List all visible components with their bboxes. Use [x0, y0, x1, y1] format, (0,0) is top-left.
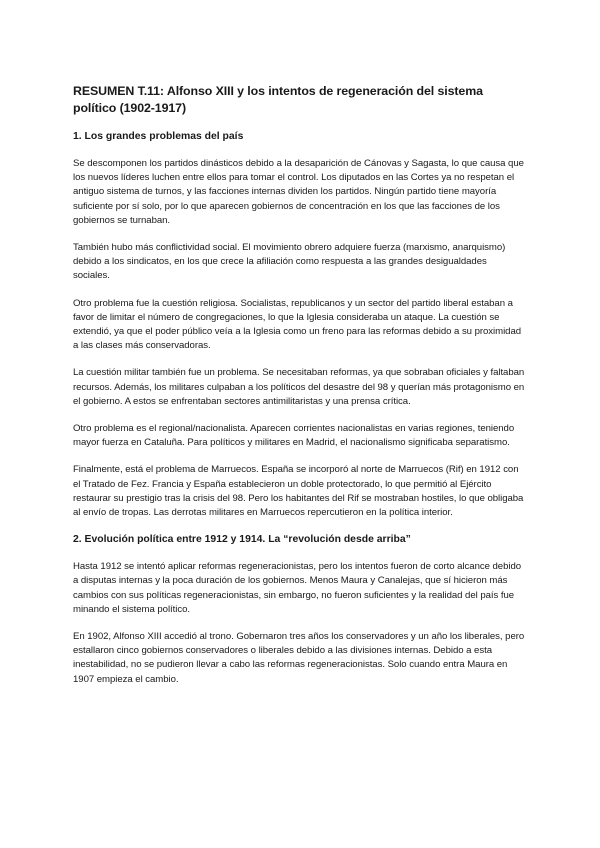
section-heading: 1. Los grandes problemas del país: [73, 131, 244, 142]
document-body: [73, 83, 525, 700]
paragraph: En 1902, Alfonso XIII accedió al trono. Gobernaron tres años los conservadores y un año los liberales, pero estallaron cinco gobiernos conservadores o liberales debido a las divisiones internas. Debido a esta inestabilidad, no se pudieron llevar a cabo las reformas regeneracionistas. Solo cuando entra Maura en 1907 empieza el cambio.: [73, 631, 525, 685]
paragraph: También hubo más conflictividad social. El movimiento obrero adquiere fuerza (marxismo, anarquismo) debido a los sindicatos, en los que crece la afiliación como respuesta a las grandes desigualdades sociales.: [73, 242, 506, 282]
paragraph: Hasta 1912 se intentó aplicar reformas regeneracionistas, pero los intentos fueron de corto alcance debido a disputas internas y la poca duración de los gobiernos. Menos Maura y Canalejas, que sí hicieron más cambios con sus políticas regeneracionistas, sin embargo, no fueron suficientes y la realidad del país fue minando el sistema político.: [73, 561, 522, 615]
document-title: RESUMEN T.11: Alfonso XIII y los intentos de regeneración del sistema político (1902-1917): [73, 84, 483, 115]
paragraph: Otro problema fue la cuestión religiosa. Socialistas, republicanos y un sector del partido liberal estaban a favor de limitar el número de congregaciones, lo que la Iglesia consideraba un ataque. La cuestión se extendió, ya que el poder público veía a la Iglesia como un freno para las reformas debido a su proximidad a las clases más conservadoras.: [73, 297, 522, 352]
paragraph: Se descomponen los partidos dinásticos debido a la desaparición de Cánovas y Sagasta, lo que causa que los nuevos líderes luchen entre ellos para tomar el control. Los diputados en las Cortes ya no respetan el antiguo sistema de turnos, y las facciones internas dividen los partidos. Ningún partido tiene mayoría suficiente por sí solo, por lo que aparecen gobiernos de concentración en los que las facciones de los gobiernos se turnaban.: [73, 158, 524, 226]
section-heading: 2. Evolución política entre 1912 y 1914. La “revolución desde arriba”: [73, 534, 411, 546]
paragraph: Finalmente, está el problema de Marruecos. España se incorporó al norte de Marruecos (Rif) en 1912 con el Tratado de Fez. Francia y España establecieron un doble protectorado, lo que permitió al Ejército restaurar su prestigio tras la crisis del 98. Pero los habitantes del Rif se mostraban hostiles, lo que obligaba al envío de tropas. Las derrotas militares en Marruecos repercutieron en la política interior.: [73, 464, 524, 519]
section-1: [73, 130, 525, 520]
paragraph: La cuestión militar también fue un problema. Se necesitaban reformas, ya que sobraban oficiales y faltaban recursos. Además, los militares culpaban a los políticos del desastre del 98 y querían más protagonismo en el gobierno. A estos se enfrentaban sectores antimilitaristas y una prensa crítica.: [73, 367, 525, 407]
paragraph: Otro problema es el regional/nacionalista. Aparecen corrientes nacionalistas en varias regiones, teniendo mayor fuerza en Cataluña. Para políticos y militares en Madrid, el nacionalismo significaba separatismo.: [73, 423, 515, 449]
section-2: [73, 533, 525, 687]
